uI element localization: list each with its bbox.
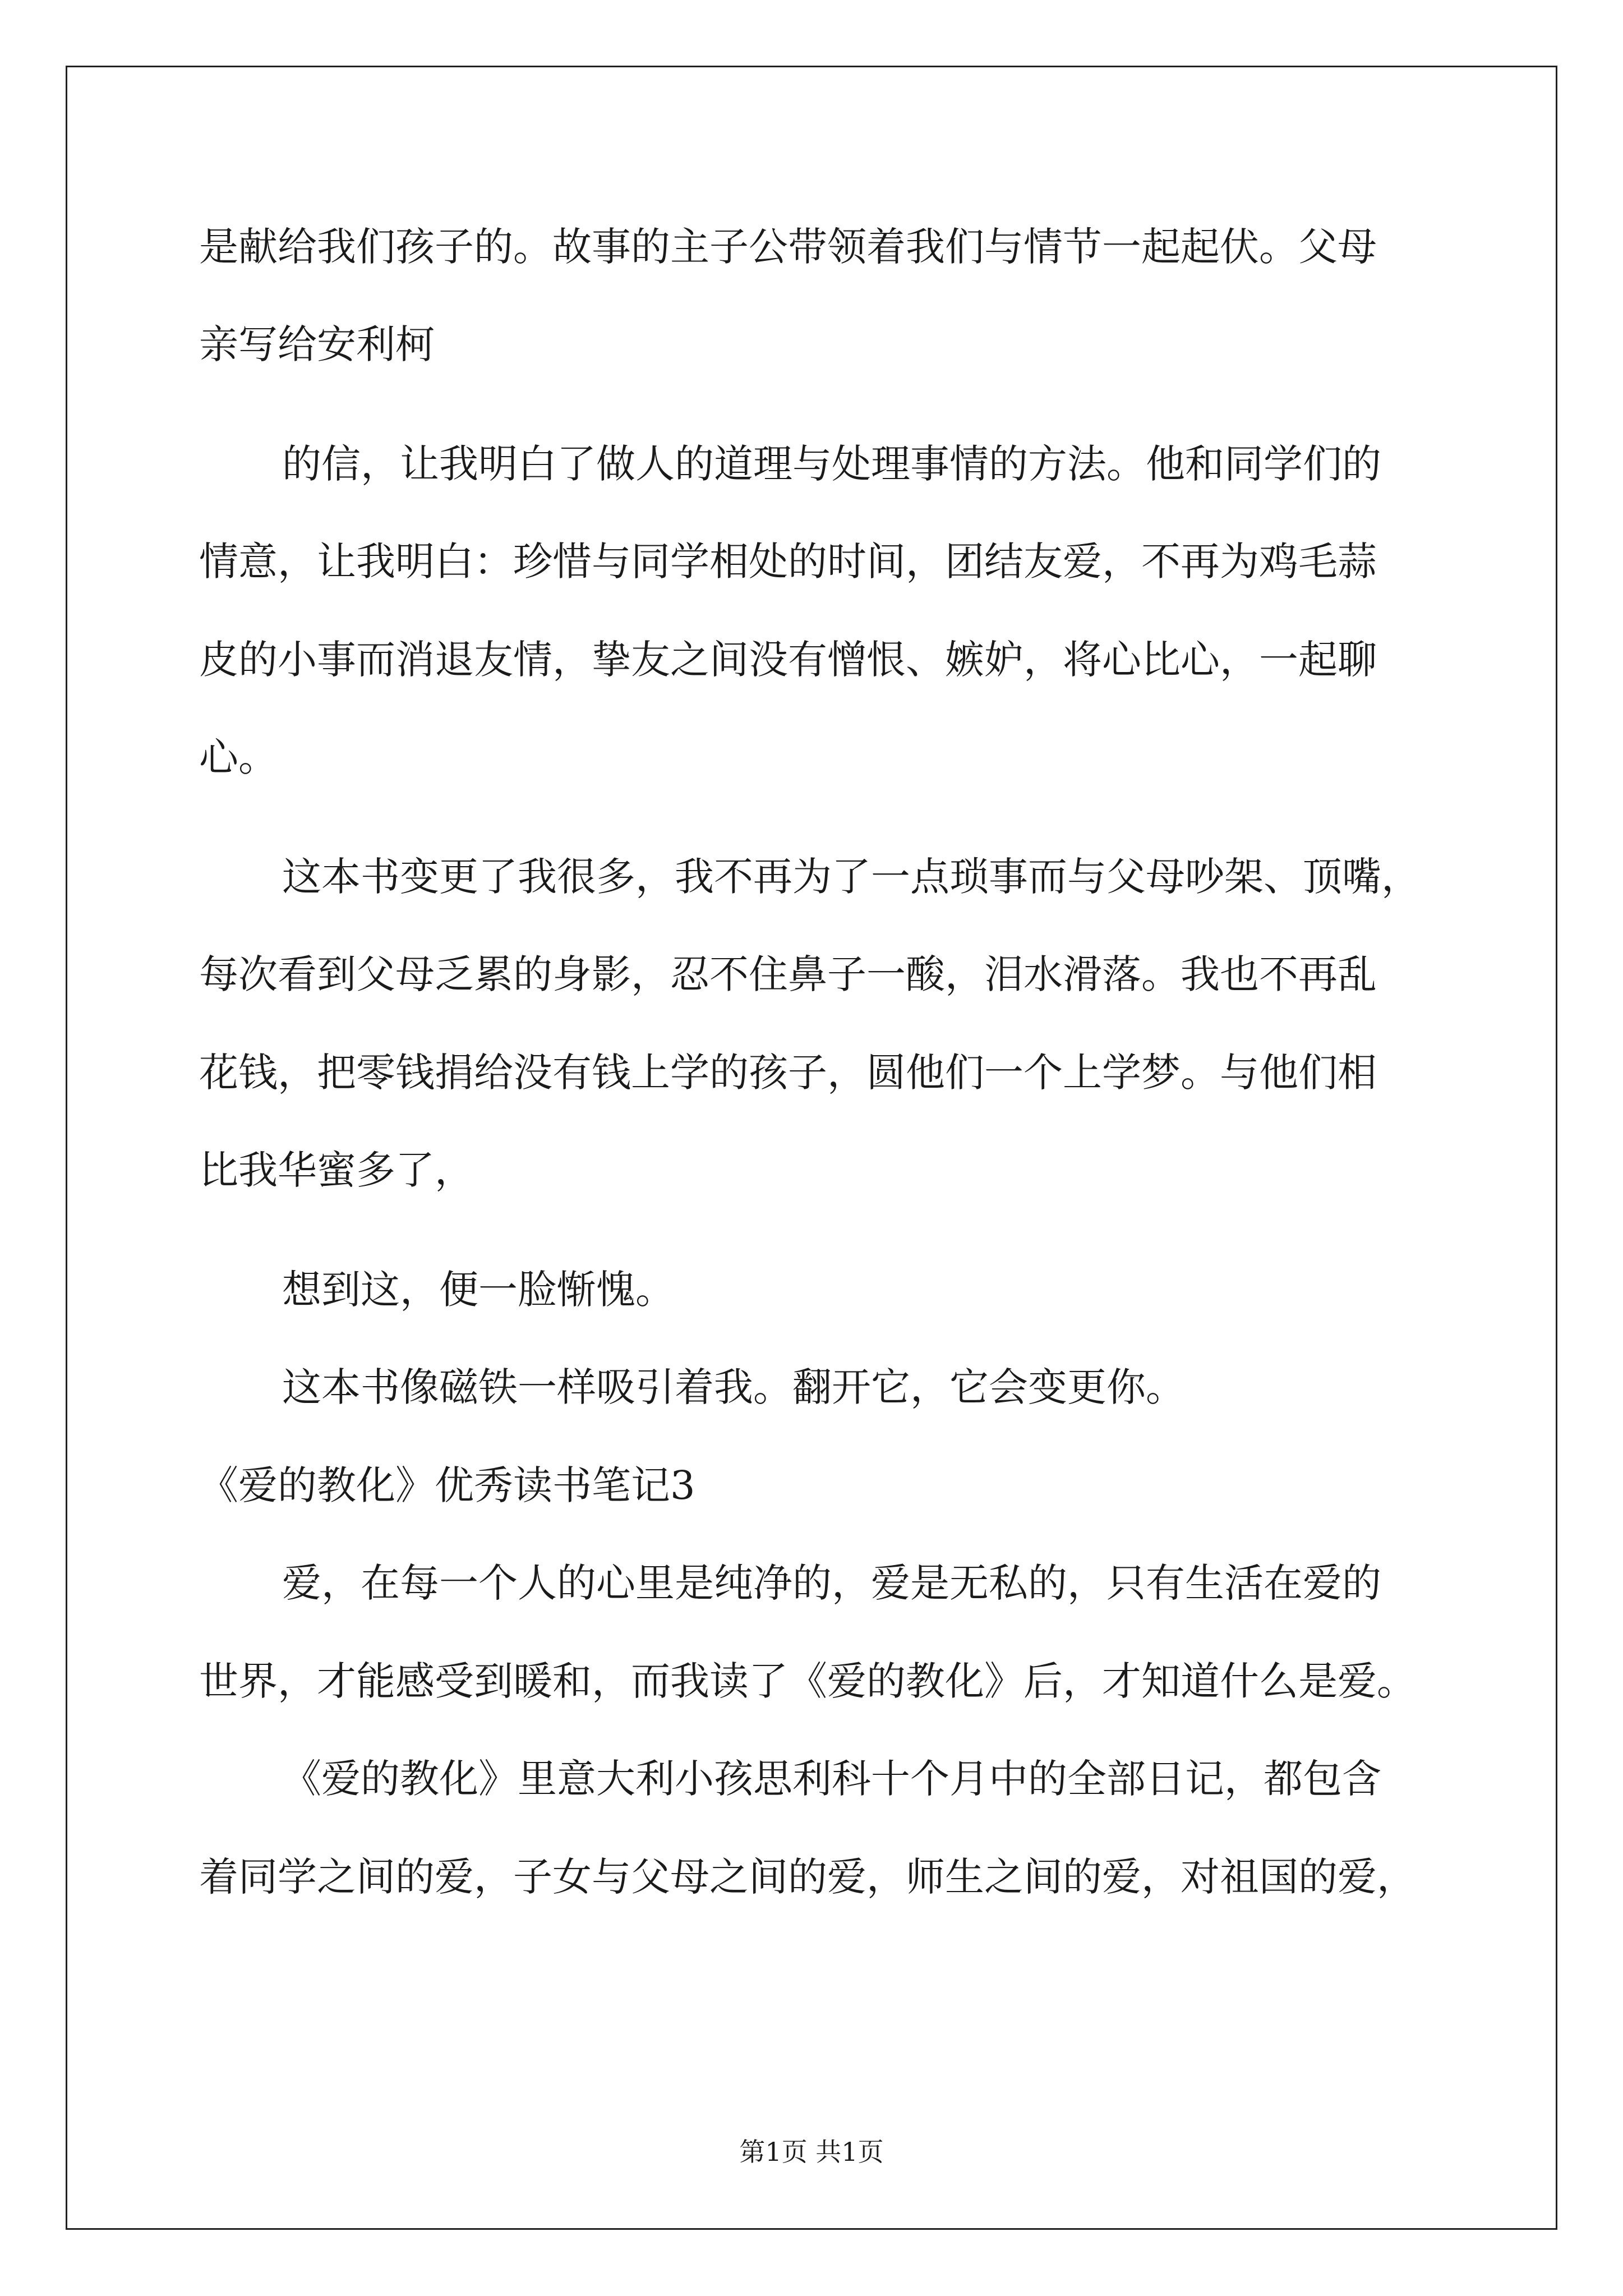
text-line: 世界，才能感受到暖和，而我读了《爱的教化》后，才知道什么是爱。 <box>199 1658 1416 1704</box>
section-heading: 《爱的教化》优秀读书笔记3 <box>199 1462 695 1508</box>
paragraph-line: 《爱的教化》里意大利小孩思利科十个月中的全部日记，都包含 <box>282 1756 1381 1802</box>
text-line: 着同学之间的爱，子女与父母之间的爱，师生之间的爱，对祖国的爱， <box>199 1854 1416 1900</box>
text-line: 每次看到父母乏累的身影，忍不住鼻子一酸，泪水滑落。我也不再乱 <box>199 951 1377 997</box>
text-line: 是献给我们孩子的。故事的主子公带领着我们与情节一起起伏。父母 <box>199 224 1377 270</box>
text-line: 比我华蜜多了， <box>199 1147 474 1193</box>
paragraph-line: 爱，在每一个人的心里是纯净的，爱是无私的，只有生活在爱的 <box>282 1560 1381 1606</box>
text-line: 亲写给安利柯 <box>199 321 435 367</box>
text-line: 心。 <box>199 734 278 780</box>
paragraph-line: 想到这，便一脸惭愧。 <box>282 1267 675 1313</box>
text-line: 花钱，把零钱捐给没有钱上学的孩子，圆他们一个上学梦。与他们相 <box>199 1050 1377 1096</box>
paragraph-line: 这本书像磁铁一样吸引着我。翻开它，它会变更你。 <box>282 1364 1185 1410</box>
page-footer: 第1页 共1页 <box>739 2137 884 2167</box>
paragraph-line: 的信，让我明白了做人的道理与处理事情的方法。他和同学们的 <box>282 441 1381 487</box>
paragraph-line: 这本书变更了我很多，我不再为了一点琐事而与父母吵架、顶嘴， <box>282 854 1421 900</box>
text-line: 情意，让我明白：珍惜与同学相处的时间，团结友爱，不再为鸡毛蒜 <box>199 539 1377 585</box>
text-line: 皮的小事而消退友情，挚友之间没有憎恨、嫉妒，将心比心，一起聊 <box>199 637 1377 683</box>
